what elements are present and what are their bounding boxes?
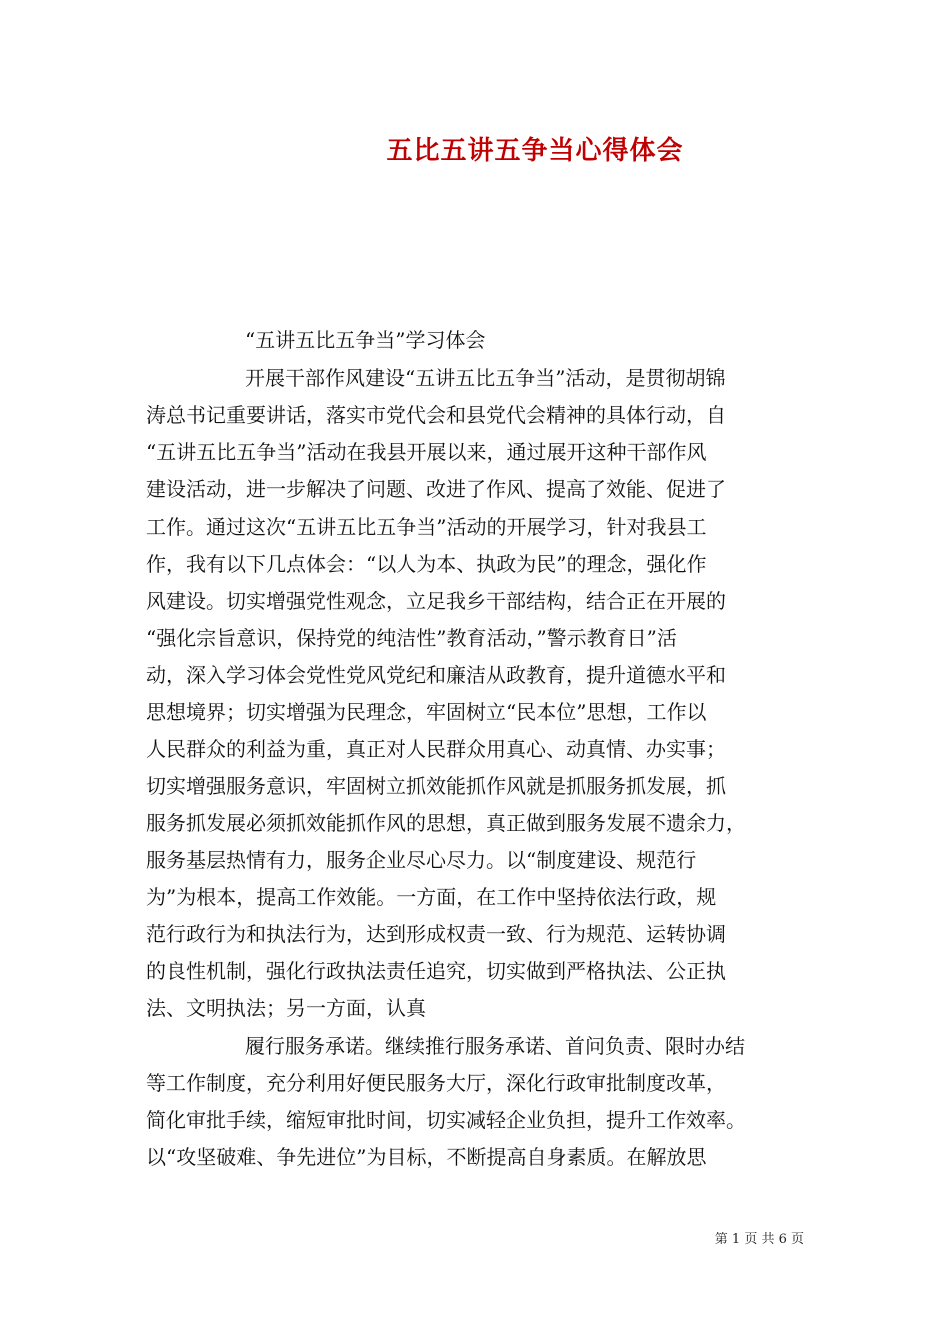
paragraph-line: 履行服务承诺。继续推行服务承诺、首问负责、限时办结: [245, 1034, 745, 1058]
paragraph-line: 服务基层热情有力，服务企业尽心尽力。以“制度建设、规范行: [146, 848, 697, 872]
paragraph-line: 动，深入学习体会党性党风党纪和廉洁从政教育，提升道德水平和: [146, 663, 726, 687]
paragraph-line: 的良性机制，强化行政执法责任追究，切实做到严格执法、公正执: [146, 959, 726, 983]
paragraph-line: “五讲五比五争当”活动在我县开展以来，通过展开这种干部作风: [146, 440, 707, 464]
paragraph-line: 为”为根本，提高工作效能。一方面，在工作中坚持依法行政，规: [146, 885, 717, 909]
paragraph-line: 建设活动，进一步解决了问题、改进了作风、提高了效能、促进了: [146, 477, 726, 501]
paragraph-line: 作，我有以下几点体会：“以人为本、执政为民”的理念，强化作: [146, 552, 707, 576]
paragraph-line: 涛总书记重要讲话，落实市党代会和县党代会精神的具体行动，自: [146, 403, 726, 427]
paragraph-line: 切实增强服务意识，牢固树立抓效能抓作风就是抓服务抓发展，抓: [146, 774, 726, 798]
paragraph-line: 法、文明执法；另一方面，认真: [146, 996, 426, 1020]
paragraph-line: 开展干部作风建设“五讲五比五争当”活动，是贯彻胡锦: [245, 366, 726, 390]
paragraph-line: 服务抓发展必须抓效能抓作风的思想，真正做到服务发展不遗余力，: [146, 811, 746, 835]
section-subtitle: “五讲五比五争当”学习体会: [245, 328, 486, 352]
page-number-footer: 第 1 页 共 6 页: [714, 1232, 804, 1247]
document-title: 五比五讲五争当心得体会: [386, 136, 684, 166]
paragraph-line: 人民群众的利益为重，真正对人民群众用真心、动真情、办实事；: [146, 737, 726, 761]
paragraph-line: 思想境界；切实增强为民理念，牢固树立“民本位”思想，工作以: [146, 700, 707, 724]
paragraph-line: 简化审批手续，缩短审批时间，切实减轻企业负担，提升工作效率。: [146, 1108, 746, 1132]
paragraph-line: 工作。通过这次“五讲五比五争当”活动的开展学习，针对我县工: [146, 515, 707, 539]
paragraph-line: “强化宗旨意识，保持党的纯洁性”教育活动，”警示教育日”活: [146, 626, 677, 650]
paragraph-line: 以“攻坚破难、争先进位”为目标，不断提高自身素质。在解放思: [146, 1145, 707, 1169]
paragraph-line: 等工作制度，充分利用好便民服务大厅，深化行政审批制度改革，: [146, 1071, 726, 1095]
paragraph-line: 范行政行为和执法行为，达到形成权责一致、行为规范、运转协调: [146, 922, 726, 946]
paragraph-line: 风建设。切实增强党性观念，立足我乡干部结构，结合正在开展的: [146, 589, 726, 613]
